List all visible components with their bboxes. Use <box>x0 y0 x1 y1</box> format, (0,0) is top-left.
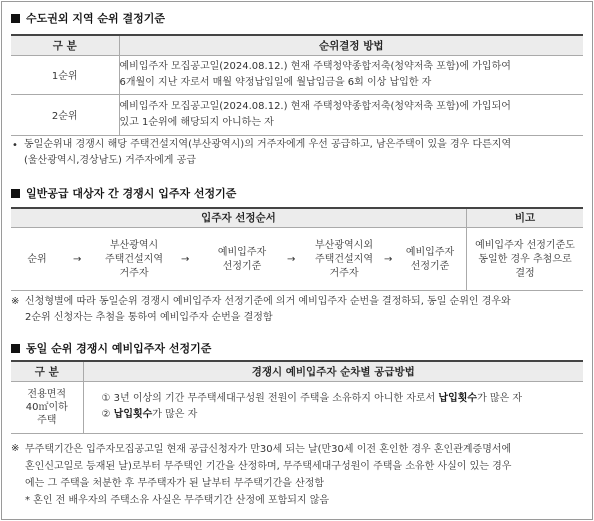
table-row <box>11 94 583 135</box>
note-mark: ※ <box>11 443 20 454</box>
method-cell <box>119 94 583 135</box>
header-remark: 비고 <box>467 209 583 227</box>
arrow-right-icon: → <box>287 254 296 265</box>
rank-cell: 2순위 <box>11 94 119 135</box>
supply-method-item: ① 3년 이상의 기간 무주택세대구성원 전원이 주택을 소유하지 아니한 자로서 납입횟수가 많은 자 <box>101 393 523 404</box>
category-cell: 전용면적 40㎡이하 주택 <box>11 381 83 433</box>
method-line: 6개월이 지난 자로서 매월 약정납입일에 월납입금을 6회 이상 납입한 자 <box>119 76 432 88</box>
note-line: 동일순위내 경쟁시 해당 주택건설지역(부산광역시)의 거주자에게 우선 공급하고, 남은주택이 있을 경우 다른지역 <box>24 139 512 150</box>
flow-step-outside-busan-resident: 부산광역시외 주택건설지역 거주자 <box>315 239 373 279</box>
priority-note <box>24 137 511 169</box>
remark-cell: 예비입주자 선정기준도 동일한 경우 추첨으로 결정 <box>475 239 575 279</box>
note-line: 무주택기간은 입주자모집공고일 현재 공급신청자가 만30세 되는 날(만30세 이전 혼인한 경우 혼인관계증명서에 <box>25 444 512 455</box>
note-line: 혼인신고일로 등재된 날)로부터 무주택인 기간을 산정하며, 무주택세대구성원이 주택을 소유한 사실이 있는 경우 <box>25 461 512 472</box>
rank-cell: 1순위 <box>11 55 119 94</box>
supply-method-item: ② 납입횟수가 많은 자 <box>101 409 198 420</box>
section-title-text: 동일 순위 경쟁시 예비입주자 선정기준 <box>26 342 212 355</box>
note-line: 에는 그 주택을 처분한 후 무주택자가 된 날부터 무주택기간을 산정함 <box>25 478 325 489</box>
note-line: 2순위 신청자는 추첨을 통하여 예비입주자 순번을 결정함 <box>25 312 273 323</box>
flow-step-reserve-criteria: 예비입주자 선정기준 <box>217 246 267 272</box>
note-line: 신청형별에 따라 동일순위 경쟁시 예비입주자 선정기준에 의거 예비입주자 순번을 결정하되, 동일 순위인 경우와 <box>25 296 511 307</box>
section-title-text: 일반공급 대상자 간 경쟁시 입주자 선정기준 <box>26 187 237 200</box>
note-line: (울산광역시,경상남도) 거주자에게 공급 <box>24 155 196 166</box>
ranking-table <box>11 34 583 136</box>
method-line: 있고 1순위에 해당되지 아니하는 자 <box>119 116 274 128</box>
arrow-right-icon: → <box>181 254 190 265</box>
flow-step-busan-resident: 부산광역시 주택건설지역 거주자 <box>105 239 163 279</box>
method-line: 예비입주자 모집공고일(2024.08.12.) 현재 주택청약종합저축(청약저축 포함)에 가입하여 <box>119 60 511 72</box>
arrow-right-icon: → <box>73 254 82 265</box>
note-bullet: • <box>12 140 18 151</box>
table-header-row <box>11 361 583 381</box>
header-method: 순위결정 방법 <box>119 35 583 55</box>
section-title-selection <box>11 185 236 201</box>
square-bullet-icon <box>11 189 20 198</box>
section-title-ranking <box>11 10 165 26</box>
flow-step-rank: 순위 <box>27 253 47 265</box>
section-title-tiebreak <box>11 340 211 356</box>
supply-method-cell <box>83 381 583 433</box>
square-bullet-icon <box>11 344 20 353</box>
selection-order-table <box>11 207 583 291</box>
method-line: 예비입주자 모집공고일(2024.08.12.) 현재 주택청약종합저축(청약저축 포함)에 가입되어 <box>119 100 511 112</box>
header-selection-order: 입주자 선정순서 <box>11 209 466 227</box>
table-header-row <box>11 35 583 55</box>
square-bullet-icon <box>11 14 20 23</box>
selection-note <box>25 294 511 326</box>
flow-step-reserve-criteria-2: 예비입주자 선정기준 <box>405 246 455 272</box>
header-supply-method: 경쟁시 예비입주자 순차별 공급방법 <box>83 361 583 381</box>
method-cell <box>119 55 583 94</box>
section-title-text: 수도권외 지역 순위 결정기준 <box>26 12 165 25</box>
arrow-right-icon: → <box>384 254 393 265</box>
table-row <box>11 381 583 433</box>
header-category: 구 분 <box>11 361 83 381</box>
homeless-period-note <box>25 441 511 509</box>
table-row <box>11 55 583 94</box>
tiebreak-table <box>11 360 583 434</box>
note-mark: ※ <box>11 296 20 307</box>
note-line: * 혼인 전 배우자의 주택소유 사실은 무주택기간 산정에 포함되지 않음 <box>25 495 330 506</box>
header-category: 구 분 <box>11 35 119 55</box>
